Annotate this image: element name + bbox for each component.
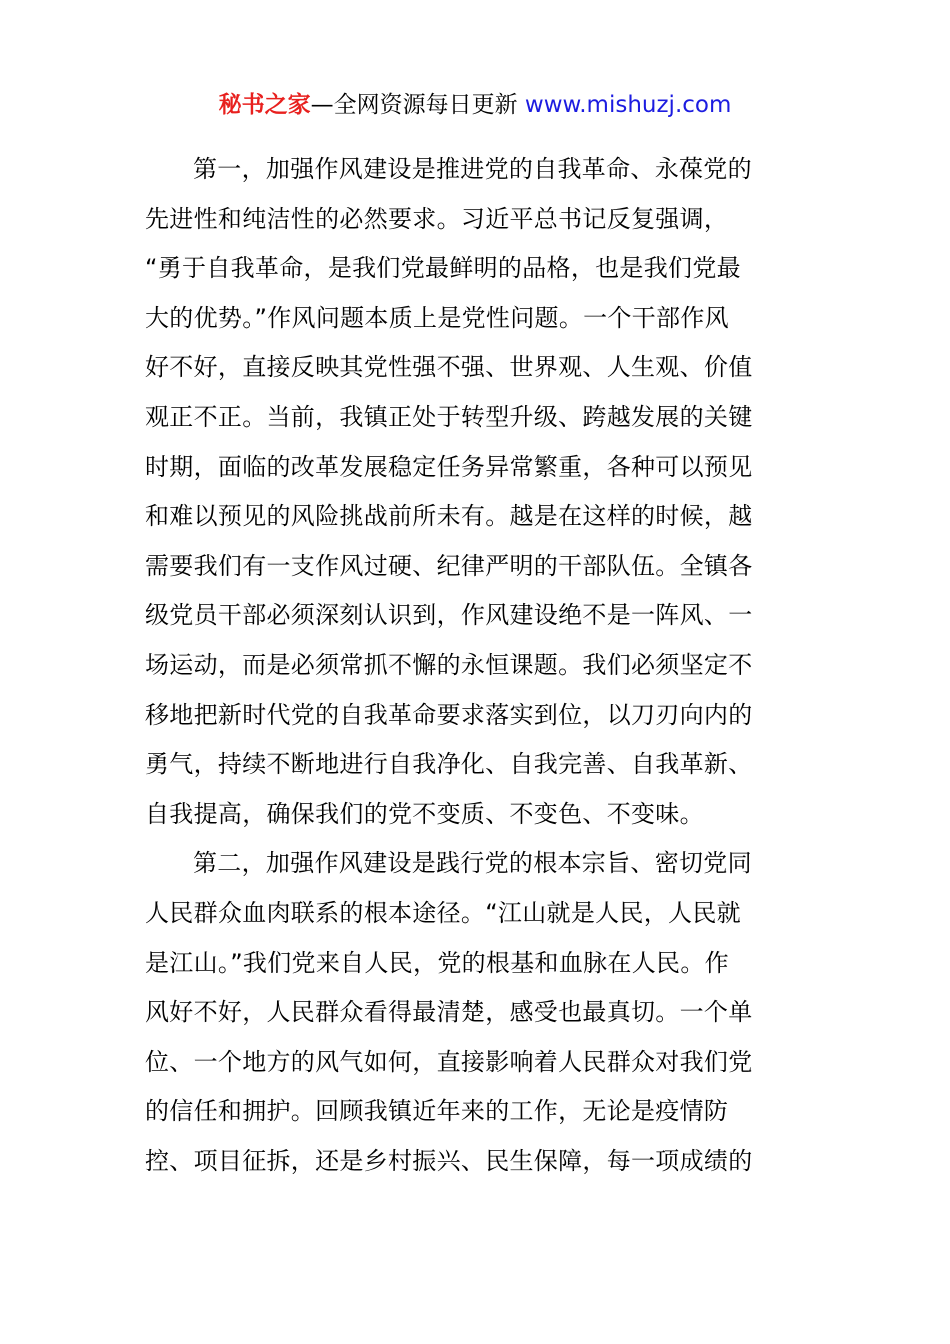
text-line: 级党员干部必须深刻认识到，作风建设绝不是一阵风、一: [145, 601, 753, 630]
document-body: [145, 145, 815, 1186]
text-line: 需要我们有一支作风过硬、纪律严明的干部队伍。全镇各: [145, 551, 753, 580]
paragraph-1: [145, 145, 815, 839]
site-url-link[interactable]: www.mishuzj.com: [524, 92, 732, 118]
header-tagline: —全网资源每日更新: [310, 92, 525, 118]
text-line: “勇于自我革命，是我们党最鲜明的品格，也是我们党最: [145, 254, 741, 283]
brand-name: 秘书之家: [218, 92, 311, 118]
text-line: 大的优势。”作风问题本质上是党性问题。一个干部作风: [145, 303, 729, 332]
text-line: 第二，加强作风建设是践行党的根本宗旨、密切党同: [193, 849, 752, 878]
site-header: [0, 88, 950, 122]
text-line: 时期，面临的改革发展稳定任务异常繁重，各种可以预见: [145, 452, 753, 481]
text-line: 的信任和拥护。回顾我镇近年来的工作，无论是疫情防: [145, 1097, 729, 1126]
text-line: 和难以预见的风险挑战前所未有。越是在这样的时候，越: [145, 502, 753, 531]
text-line: 第一，加强作风建设是推进党的自我革命、永葆党的: [193, 155, 752, 183]
text-line: 人民群众血肉联系的根本途径。“江山就是人民，人民就: [145, 898, 741, 927]
text-line: 观正不正。当前，我镇正处于转型升级、跨越发展的关键: [145, 402, 753, 431]
text-line: 移地把新时代党的自我革命要求落实到位，以刀刃向内的: [145, 700, 753, 729]
text-line: 好不好，直接反映其党性强不强、世界观、人生观、价值: [145, 353, 753, 382]
text-line: 是江山。”我们党来自人民，党的根基和血脉在人民。作: [145, 948, 729, 977]
text-line: 控、项目征拆，还是乡村振兴、民生保障，每一项成绩的: [145, 1146, 753, 1175]
text-line: 位、一个地方的风气如何，直接影响着人民群众对我们党: [145, 1047, 753, 1076]
text-line: 场运动，而是必须常抓不懈的永恒课题。我们必须坚定不: [145, 650, 753, 679]
text-line: 勇气，持续不断地进行自我净化、自我完善、自我革新、: [145, 750, 753, 779]
paragraph-2: [145, 839, 815, 1186]
text-line: 自我提高，确保我们的党不变质、不变色、不变味。: [145, 799, 704, 828]
text-line: 风好不好，人民群众看得最清楚，感受也最真切。一个单: [145, 998, 753, 1027]
text-line: 先进性和纯洁性的必然要求。习近平总书记反复强调，: [145, 204, 729, 233]
